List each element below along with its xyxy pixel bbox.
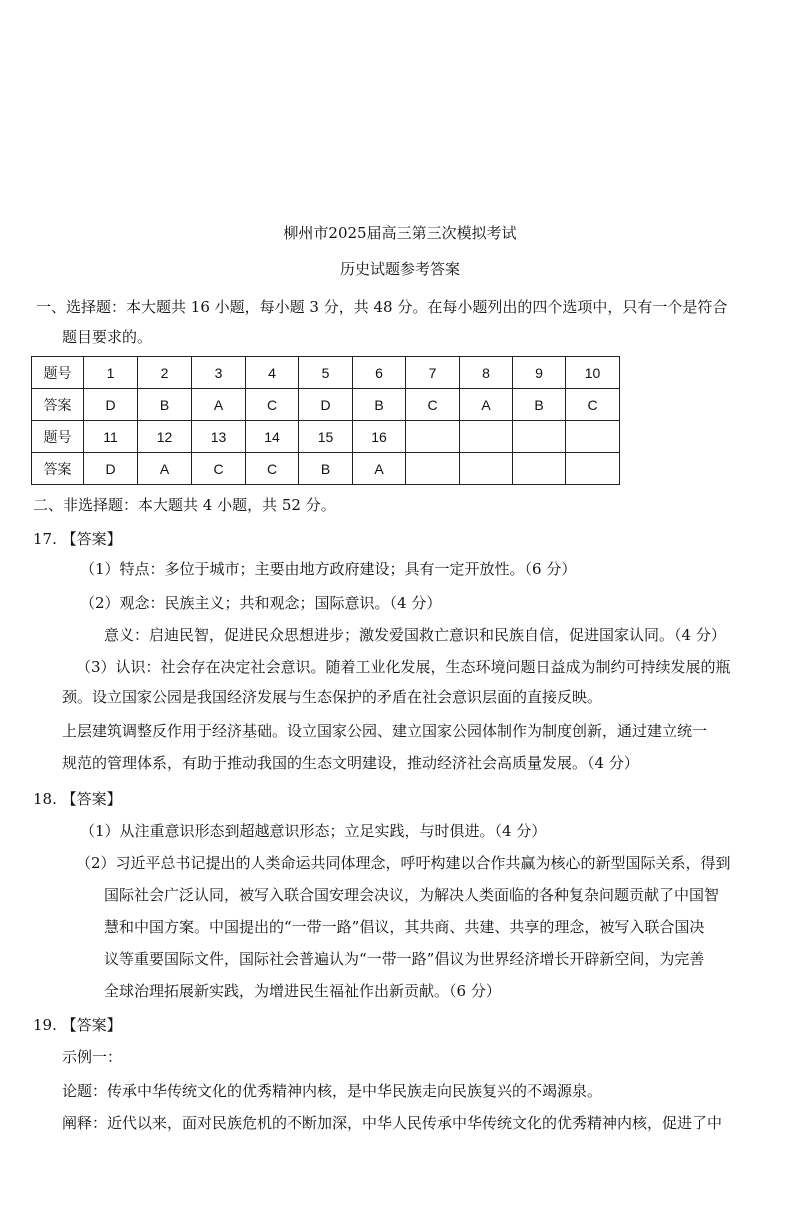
q17-part3-line3: 上层建筑调整反作用于经济基础。设立国家公园、建立国家公园体制作为制度创新，通过建立统一 [62, 722, 708, 740]
answer-table-cell: D [84, 453, 138, 485]
answer-table-row [32, 357, 620, 389]
answer-table-cell: 7 [406, 357, 460, 389]
answer-table-cell: 6 [353, 357, 406, 389]
answer-table-cell [513, 453, 566, 485]
answer-table-cell: 16 [353, 421, 406, 453]
q18-heading: 18. 【答案】 [33, 790, 122, 808]
answer-table [31, 356, 620, 485]
answer-table-cell: A [192, 389, 246, 421]
answer-key-subtitle: 历史试题参考答案 [339, 260, 460, 278]
answer-table-cell [566, 453, 620, 485]
row-label-cell: 答案 [32, 453, 84, 485]
answer-table-cell: 9 [513, 357, 566, 389]
q18-part1: （1）从注重意识形态到超越意识形态；立足实践，与时俱进。（4 分） [80, 822, 547, 840]
answer-table-cell: 8 [460, 357, 513, 389]
q18-part2-line3: 慧和中国方案。中国提出的“一带一路”倡议，其共商、共建、共享的理念，被写入联合国决 [104, 918, 705, 936]
q17-part2: （2）观念：民族主义；共和观念；国际意识。（4 分） [80, 594, 442, 612]
answer-table-row [32, 421, 620, 453]
answer-table-cell: 10 [566, 357, 620, 389]
answer-table-cell: 13 [192, 421, 246, 453]
answer-table-row [32, 389, 620, 421]
answer-table-cell: 5 [299, 357, 353, 389]
q17-part3-line4: 规范的管理体系，有助于推动我国的生态文明建设，推动经济社会高质量发展。（4 分） [62, 754, 639, 772]
answer-table-cell [513, 421, 566, 453]
q18-part2-line4: 议等重要国际文件，国际社会普遍认为“一带一路”倡议为世界经济增长开辟新空间，为完善 [104, 950, 705, 968]
answer-table-cell: C [406, 389, 460, 421]
q19-thesis: 论题：传承中华传统文化的优秀精神内核，是中华民族走向民族复兴的不竭源泉。 [62, 1082, 603, 1100]
answer-table-cell: B [138, 389, 192, 421]
answer-table-cell: A [460, 389, 513, 421]
row-label-cell: 答案 [32, 389, 84, 421]
answer-table-cell: B [353, 389, 406, 421]
answer-table-cell: 15 [299, 421, 353, 453]
q17-part3-line1: （3）认识：社会存在决定社会意识。随着工业化发展，生态环境问题日益成为制约可持续发展的瓶 [76, 658, 731, 676]
answer-table-cell [566, 421, 620, 453]
answer-table-cell: D [299, 389, 353, 421]
answer-table-cell: B [299, 453, 353, 485]
section2-instruction: 二、非选择题：本大题共 4 小题，共 52 分。 [33, 496, 336, 514]
q18-part2-line5: 全球治理拓展新实践，为增进民生福祉作出新贡献。（6 分） [104, 982, 501, 1000]
answer-table-cell [460, 453, 513, 485]
q17-part2-significance: 意义：启迪民智，促进民众思想进步；激发爱国救亡意识和民族自信，促进国家认同。（4 分） [104, 626, 726, 644]
q17-part1: （1）特点：多位于城市；主要由地方政府建设；具有一定开放性。（6 分） [80, 560, 577, 578]
answer-table-cell: A [138, 453, 192, 485]
answer-table-cell: 1 [84, 357, 138, 389]
answer-table-cell: C [566, 389, 620, 421]
answer-table-cell: D [84, 389, 138, 421]
answer-table-cell: 3 [192, 357, 246, 389]
answer-table-cell [406, 421, 460, 453]
answer-table-cell: 11 [84, 421, 138, 453]
answer-table-cell: 14 [246, 421, 299, 453]
q17-part3-line2: 颈。设立国家公园是我国经济发展与生态保护的矛盾在社会意识层面的直接反映。 [62, 688, 603, 706]
q18-part2-line1: （2）习近平总书记提出的人类命运共同体理念，呼吁构建以合作共赢为核心的新型国际关系，得到 [76, 854, 731, 872]
q19-heading: 19. 【答案】 [33, 1016, 122, 1034]
q19-explanation: 阐释：近代以来，面对民族危机的不断加深，中华人民传承中华传统文化的优秀精神内核，促进了中 [62, 1114, 723, 1132]
answer-table-cell: 4 [246, 357, 299, 389]
section1-instruction-line2: 题目要求的。 [62, 328, 153, 346]
answer-table-cell: A [353, 453, 406, 485]
answer-table-cell: B [513, 389, 566, 421]
section1-instruction-line1: 一、选择题：本大题共 16 小题，每小题 3 分，共 48 分。在每小题列出的四个选项中，只有一个是符合 [36, 298, 728, 316]
answer-table-cell: 12 [138, 421, 192, 453]
answer-table-cell [406, 453, 460, 485]
exam-title: 柳州市2025届高三第三次模拟考试 [283, 224, 517, 242]
answer-table-cell [460, 421, 513, 453]
row-label-cell: 题号 [32, 421, 84, 453]
answer-table-cell: C [246, 453, 299, 485]
answer-table-cell: C [192, 453, 246, 485]
answer-table-cell: C [246, 389, 299, 421]
q17-heading: 17. 【答案】 [33, 530, 122, 548]
q18-part2-line2: 国际社会广泛认同，被写入联合国安理会决议，为解决人类面临的各种复杂问题贡献了中国智 [104, 886, 720, 904]
answer-table-cell: 2 [138, 357, 192, 389]
answer-table-row [32, 453, 620, 485]
q19-example-label: 示例一： [62, 1048, 123, 1066]
row-label-cell: 题号 [32, 357, 84, 389]
